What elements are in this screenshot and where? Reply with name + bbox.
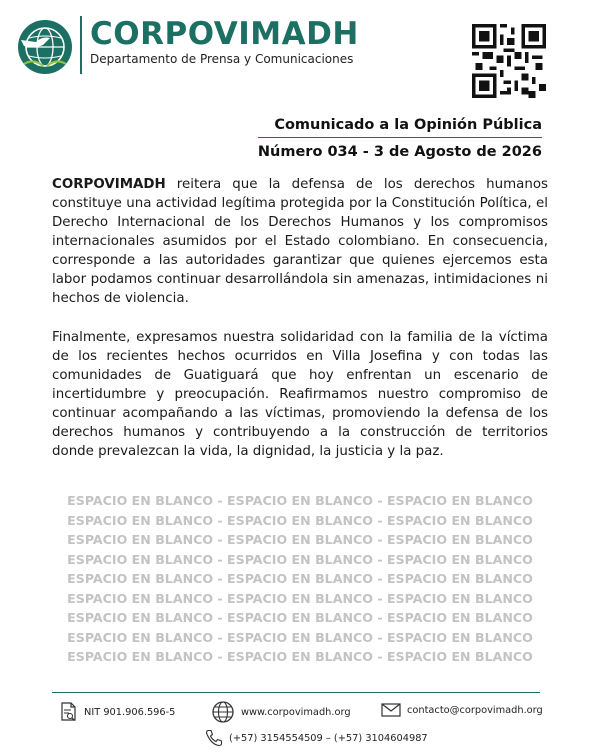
blank-space-line: ESPACIO EN BLANCO - ESPACIO EN BLANCO - ESPACIO EN BLANCO	[67, 590, 533, 606]
phone-numbers: (+57) 3154554509 – (+57) 3104604987	[229, 732, 428, 744]
communique-number-date: Número 034 - 3 de Agosto de 2026	[257, 144, 542, 160]
globe-icon	[211, 700, 235, 724]
footer-nit	[60, 702, 175, 722]
footer-phones	[205, 729, 428, 747]
qr-code-icon	[472, 24, 546, 98]
organization-name: CORPOVIMADH	[90, 16, 359, 52]
dove-globe-logo	[16, 18, 74, 76]
communique-heading: Comunicado a la Opinión Pública	[274, 117, 542, 133]
blank-space-line: ESPACIO EN BLANCO - ESPACIO EN BLANCO - ESPACIO EN BLANCO	[67, 629, 533, 645]
phone-icon	[205, 729, 223, 747]
letterhead	[16, 16, 586, 96]
footer-divider	[52, 692, 540, 693]
footer-email[interactable]	[381, 702, 543, 718]
blank-space-line: ESPACIO EN BLANCO - ESPACIO EN BLANCO - ESPACIO EN BLANCO	[67, 493, 533, 508]
envelope-icon	[381, 702, 401, 718]
blank-space-line: ESPACIO EN BLANCO - ESPACIO EN BLANCO - ESPACIO EN BLANCO	[67, 649, 533, 664]
blank-space-line: ESPACIO EN BLANCO - ESPACIO EN BLANCO - ESPACIO EN BLANCO	[67, 571, 533, 586]
nit-text: NIT 901.906.596-5	[84, 706, 176, 718]
website-link[interactable]: www.corpovimadh.org	[241, 706, 351, 718]
document-search-icon	[60, 702, 78, 722]
blank-space-line: ESPACIO EN BLANCO - ESPACIO EN BLANCO - ESPACIO EN BLANCO	[67, 512, 533, 528]
brand-block	[80, 16, 359, 74]
email-link[interactable]: contacto@corpovimadh.org	[407, 704, 543, 716]
paragraph-1	[52, 175, 548, 308]
blank-space-line: ESPACIO EN BLANCO - ESPACIO EN BLANCO - ESPACIO EN BLANCO	[67, 610, 533, 625]
title-divider	[258, 137, 542, 138]
blank-space-block	[52, 491, 548, 667]
paragraph-1-lead: CORPOVIMADH	[52, 177, 166, 192]
paragraph-1-text: reitera que la defensa de los derechos humanos constituye una actividad legítima protegida por la Constitución Política, el Derecho Internacional de los Derechos Humanos y los compromisos internacionales asumidos por el Estado colombiano. En consecuencia, corresponde a las autoridades garantizar que quienes ejercemos esta labor podamos continuar desarrollándola sin amenazas, intimidaciones ni hechos de violencia.	[52, 177, 548, 306]
footer-website[interactable]	[211, 700, 351, 724]
communique-title	[258, 114, 542, 163]
department-subtitle: Departamento de Prensa y Comunicaciones	[90, 52, 354, 66]
paragraph-2: Finalmente, expresamos nuestra solidaridad con la familia de la víctima de los recientes hechos ocurridos en Villa Josefina y con todas las comunidades de Guatiguará que hoy enfrentan un escenario de incertidumbre y preocupación. Reafirmamos nuestro compromiso de continuar acompañando a las víctimas, promoviendo la defensa de los derechos humanos y contribuyendo a la construcción de territorios donde prevalezcan la vida, la dignidad, la justicia y la paz.	[52, 330, 548, 459]
blank-space-line: ESPACIO EN BLANCO - ESPACIO EN BLANCO - ESPACIO EN BLANCO	[67, 532, 533, 547]
blank-space-line: ESPACIO EN BLANCO - ESPACIO EN BLANCO - ESPACIO EN BLANCO	[67, 551, 533, 567]
